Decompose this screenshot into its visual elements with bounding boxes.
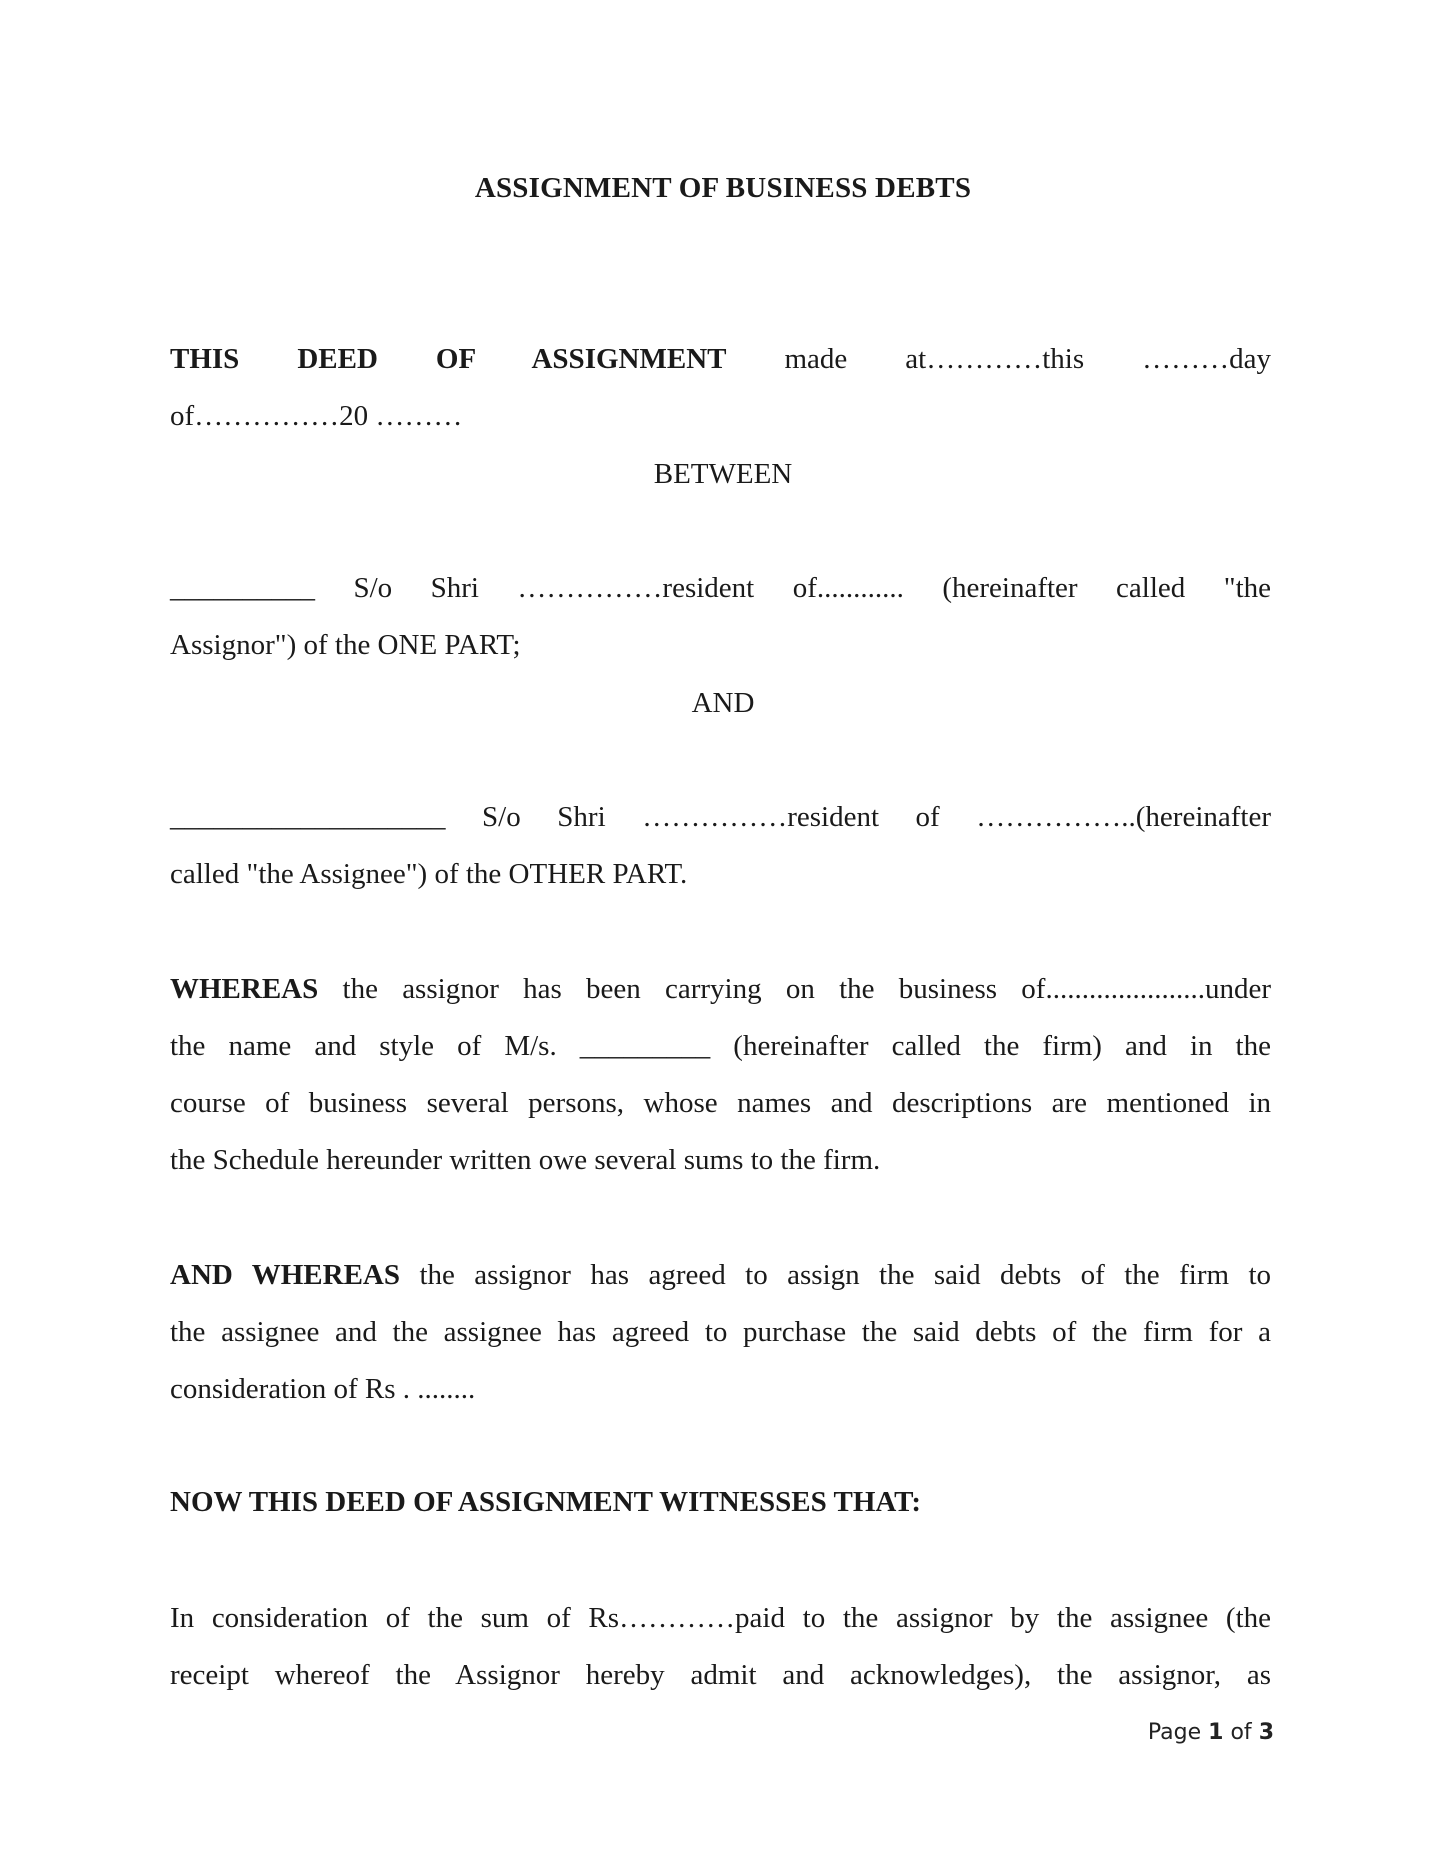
- witnesses-heading: NOW THIS DEED OF ASSIGNMENT WITNESSES THAT:: [170, 1486, 922, 1518]
- total-pages: 3: [1258, 1720, 1274, 1745]
- and-whereas-line-2: the assignee and the assignee has agreed to purchase the said debts of the firm for a: [170, 1316, 1271, 1348]
- assignor-line-1: __________ S/o Shri ……………resident of............ (hereinafter called "the: [170, 572, 1271, 604]
- whereas-line-1: [170, 961, 1271, 1018]
- and-whereas-paragraph: [170, 1247, 1271, 1418]
- whereas-paragraph: [170, 961, 1271, 1189]
- between-label: BETWEEN: [653, 458, 793, 490]
- and-whereas-line-1: [170, 1247, 1271, 1304]
- assignor-paragraph: [170, 560, 1271, 674]
- whereas-line-2: the name and style of M/s. _________ (hereinafter called the firm) and in the: [170, 1030, 1271, 1062]
- intro-paragraph: [170, 331, 1271, 445]
- and-whereas-bold-text: AND WHEREAS: [170, 1259, 400, 1291]
- whereas-bold-text: WHEREAS: [170, 973, 319, 1005]
- assignor-line-2: Assignor") of the ONE PART;: [170, 629, 521, 661]
- intro-line-1-rest: made at…………this ………day: [784, 343, 1272, 375]
- and-whereas-line-1-rest: the assignor has agreed to assign the said debts of the firm to: [419, 1259, 1272, 1291]
- document-title: ASSIGNMENT OF BUSINESS DEBTS: [474, 172, 972, 204]
- consideration-line-2: receipt whereof the Assignor hereby admit and acknowledges), the assignor, as: [170, 1659, 1271, 1691]
- of-label: of: [1230, 1720, 1252, 1745]
- intro-line-2: of……………20 ………: [170, 400, 463, 432]
- whereas-line-3: course of business several persons, whose names and descriptions are mentioned in: [170, 1087, 1271, 1119]
- intro-bold-text: THIS DEED OF ASSIGNMENT: [170, 343, 727, 375]
- and-label: AND: [691, 687, 755, 719]
- assignee-line-2: called "the Assignee") of the OTHER PART.: [170, 858, 688, 890]
- assignee-line-1: ___________________ S/o Shri ……………resident of ……………..(hereinafter: [170, 801, 1271, 833]
- current-page: 1: [1208, 1720, 1224, 1745]
- page-label: Page: [1147, 1720, 1202, 1745]
- whereas-line-1-rest: the assignor has been carrying on the business of......................under: [342, 973, 1271, 1005]
- consideration-line-1: In consideration of the sum of Rs…………paid to the assignor by the assignee (the: [170, 1602, 1271, 1634]
- consideration-paragraph: [170, 1590, 1271, 1704]
- page-number: [1148, 1720, 1274, 1745]
- whereas-line-4: the Schedule hereunder written owe several sums to the firm.: [170, 1144, 881, 1176]
- intro-line-1: [170, 331, 1271, 388]
- assignee-paragraph: [170, 789, 1271, 903]
- and-whereas-line-3: consideration of Rs . ........: [170, 1373, 476, 1405]
